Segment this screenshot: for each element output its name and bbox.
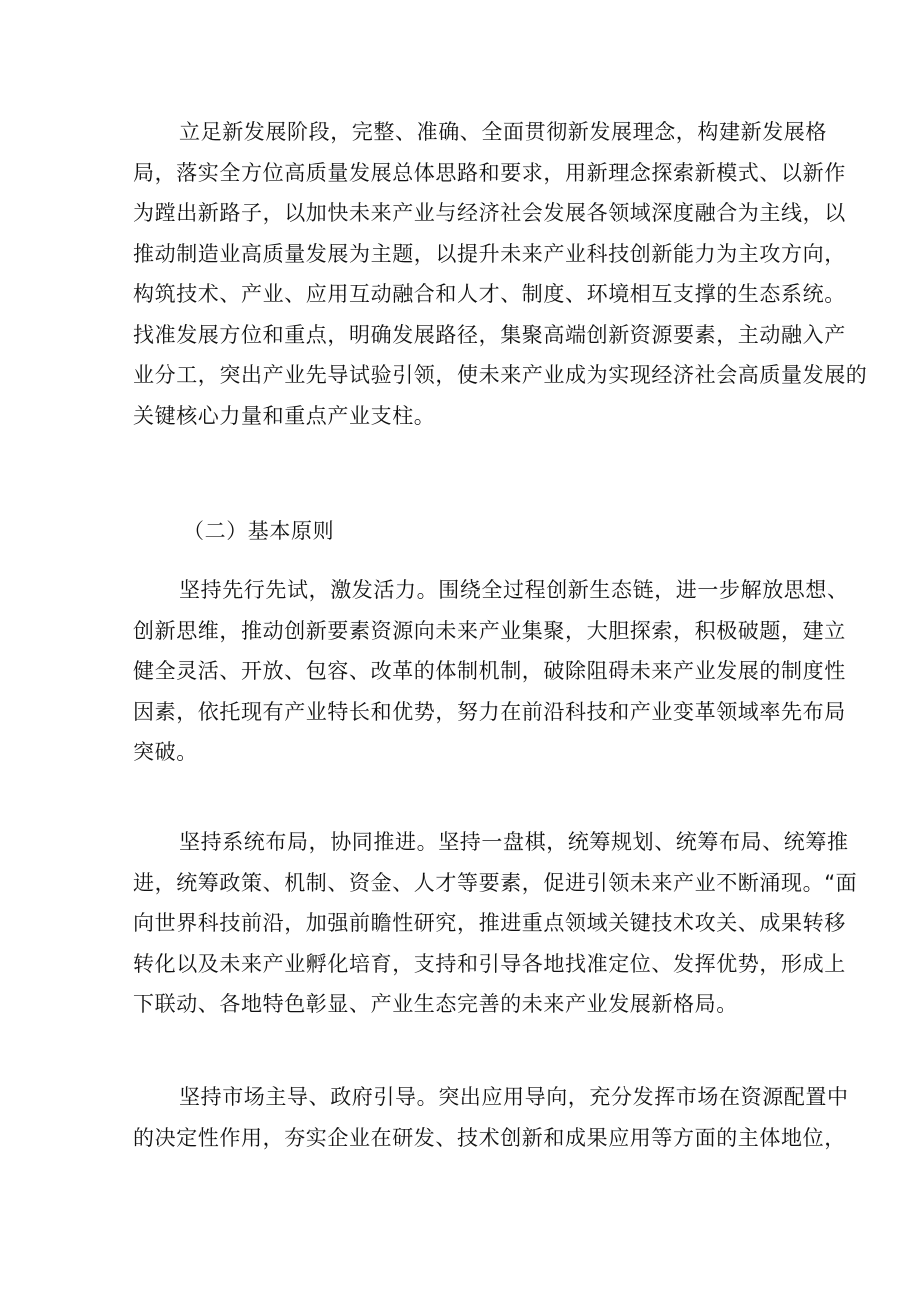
paragraph-market-led [133, 1077, 849, 1158]
section-heading-basic-principles: （二）基本原则 [183, 519, 335, 543]
text-line: 因素，依托现有产业特长和优势，努力在前沿科技和产业变革领域率先布局 [133, 699, 846, 724]
text-line: 进，统筹政策、机制、资金、人才等要素，促进引领未来产业不断涌现。“面 [133, 870, 858, 895]
text-line: 健全灵活、开放、包容、改革的体制机制，破除阻碍未来产业发展的制度性 [133, 659, 846, 683]
text-line: 推动制造业高质量发展为主题，以提升未来产业科技创新能力为主攻方向， [133, 241, 846, 266]
text-line: 坚持市场主导、政府引导。突出应用导向，充分发挥市场在资源配置中 [179, 1085, 849, 1109]
paragraph-development-vision [133, 112, 867, 436]
text-line: 的决定性作用，夯实企业在研发、技术创新和成果应用等方面的主体地位， [133, 1125, 846, 1150]
paragraph-pilot-first [133, 570, 849, 773]
text-line: 找准发展方位和重点，明确发展路径，集聚高端创新资源要素，主动融入产 [133, 322, 846, 347]
text-line: 创新思维，推动创新要素资源向未来产业集聚，大胆探索，积极破题，建立 [133, 618, 846, 643]
text-line: 下联动、各地特色彰显、产业生态完善的未来产业发展新格局。 [133, 992, 738, 1016]
text-line: 坚持系统布局，协同推进。坚持一盘棋，统筹规划、统筹布局、统筹推 [179, 830, 849, 854]
text-line: 局，落实全方位高质量发展总体思路和要求，用新理念探索新模式、以新作 [133, 160, 846, 185]
paragraph-systematic-layout [133, 822, 857, 1025]
text-line: 关键核心力量和重点产业支柱。 [133, 403, 436, 428]
text-line: 为蹚出新路子，以加快未来产业与经济社会发展各领域深度融合为主线，以 [133, 201, 846, 225]
text-line: 向世界科技前沿，加强前瞻性研究，推进重点领域关键技术攻关、成果转移 [133, 911, 846, 935]
text-line: 转化以及未来产业孵化培育，支持和引导各地找准定位、发挥优势，形成上 [133, 951, 846, 976]
text-line: 构筑技术、产业、应用互动融合和人才、制度、环境相互支撑的生态系统。 [133, 282, 846, 306]
text-line: 坚持先行先试，激发活力。围绕全过程创新生态链，进一步解放思想、 [179, 578, 849, 602]
text-line: 立足新发展阶段，完整、准确、全面贯彻新发展理念，构建新发展格 [179, 120, 827, 144]
text-line: 业分工，突出产业先导试验引领，使未来产业成为实现经济社会高质量发展的 [133, 363, 868, 387]
text-line: 突破。 [133, 740, 198, 764]
